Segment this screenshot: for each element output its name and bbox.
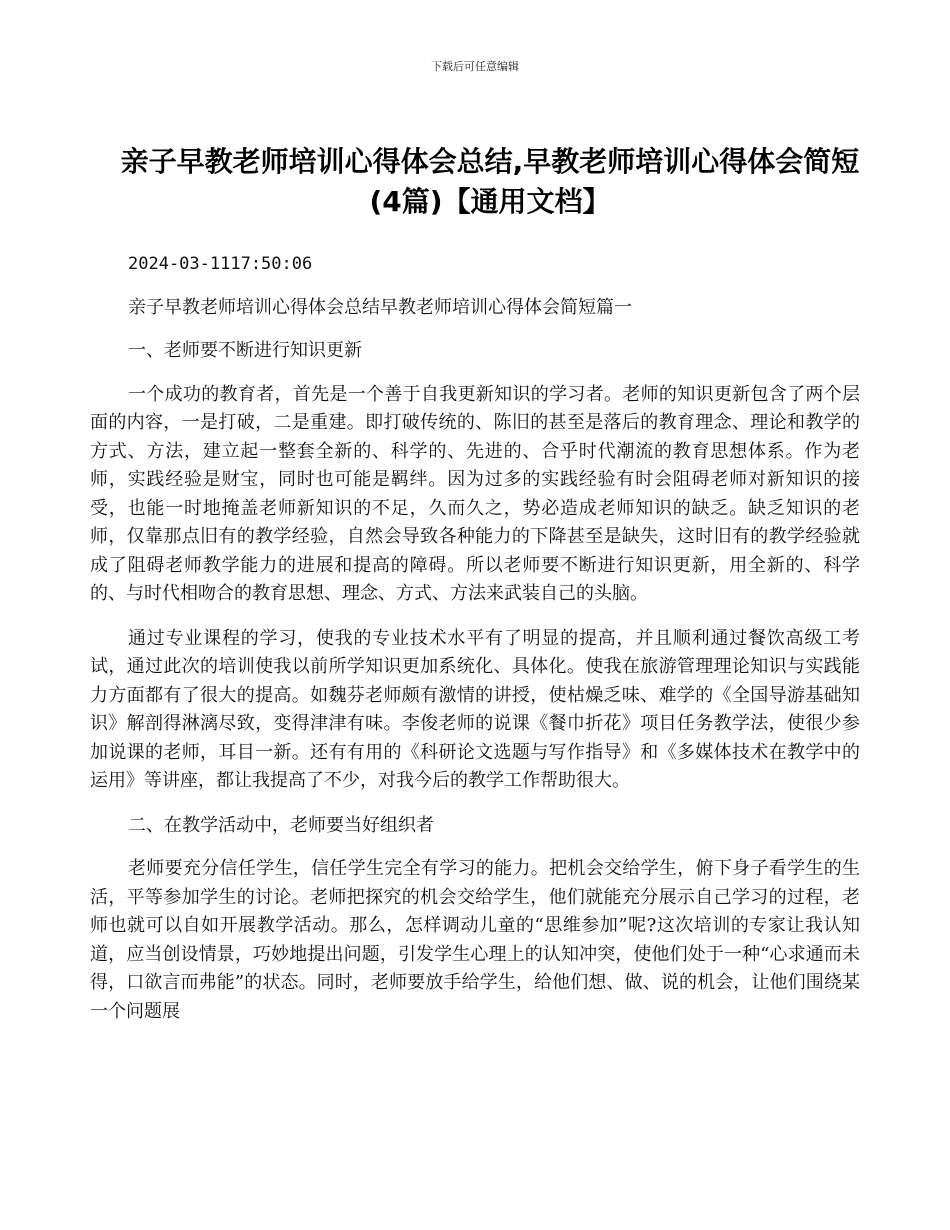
paragraph-1: 一个成功的教育者，首先是一个善于自我更新知识的学习者。老师的知识更新包含了两个层面的内容，一是打破，二是重建。即打破传统的、陈旧的甚至是落后的教育理念、理论和教学的方式、方法，建立起一整套全新的、科学的、先进的、合乎时代潮流的教育思想体系。作为老师，实践经验是财宝，同时也可能是羁绊。因为过多的实践经验有时会阻碍老师对新知识的接受，也能一时地掩盖老师新知识的不足，久而久之，势必造成老师知识的缺乏。缺乏知识的老师，仅靠那点旧有的教学经验，自然会导致各种能力的下降甚至是缺失，这时旧有的教学经验就成了阻碍老师教学能力的进展和提高的障碍。所以老师要不断进行知识更新，用全新的、科学的、与时代相吻合的教育思想、理念、方式、方法来武装自己的头脑。 <box>90 383 860 604</box>
paragraph-2: 通过专业课程的学习，使我的专业技术水平有了明显的提高，并且顺利通过餐饮高级工考试，通过此次的培训使我以前所学知识更加系统化、具体化。使我在旅游管理理论知识与实践能力方面都有了很大的提高。如魏芬老师颇有激情的讲授，使枯燥乏味、难学的《全国导游基础知识》解剖得淋漓尽致，变得津津有味。李俊老师的说课《餐巾折花》项目任务教学法，使很少参加说课的老师，耳目一新。还有有用的《科研论文选题与写作指导》和《多媒体技术在教学中的运用》等讲座，都让我提高了不少，对我今后的教学工作帮助很大。 <box>90 627 860 791</box>
section-heading-2: 二、在教学活动中，老师要当好组织者 <box>128 814 434 836</box>
timestamp: 2024-03-1117:50:06 <box>128 254 313 274</box>
document-body <box>90 250 860 1042</box>
section-heading-1: 一、老师要不断进行知识更新 <box>128 340 362 361</box>
section-subtitle: 亲子早教老师培训心得体会总结早教老师培训心得体会简短篇一 <box>128 296 632 318</box>
paragraph-3: 老师要充分信任学生，信任学生完全有学习的能力。把机会交给学生，俯下身子看学生的生活，平等参加学生的讨论。老师把探究的机会交给学生，他们就能充分展示自己学习的过程，老师也就可以自如开展教学活动。那么，怎样调动儿童的“思维参加”呢?这次培训的专家让我认知道，应当创设情景，巧妙地提出问题，引发学生心理上的认知冲突，使他们处于一种“心求通而未得，口欲言而弗能”的状态。同时，老师要放手给学生，给他们想、做、说的机会，让他们围绕某一个问题展 <box>90 858 860 1022</box>
document-title: 亲子早教老师培训心得体会总结,早教老师培训心得体会简短(4篇)【通用文档】 <box>120 145 860 218</box>
header-note: 下载后可任意编辑 <box>431 60 519 73</box>
